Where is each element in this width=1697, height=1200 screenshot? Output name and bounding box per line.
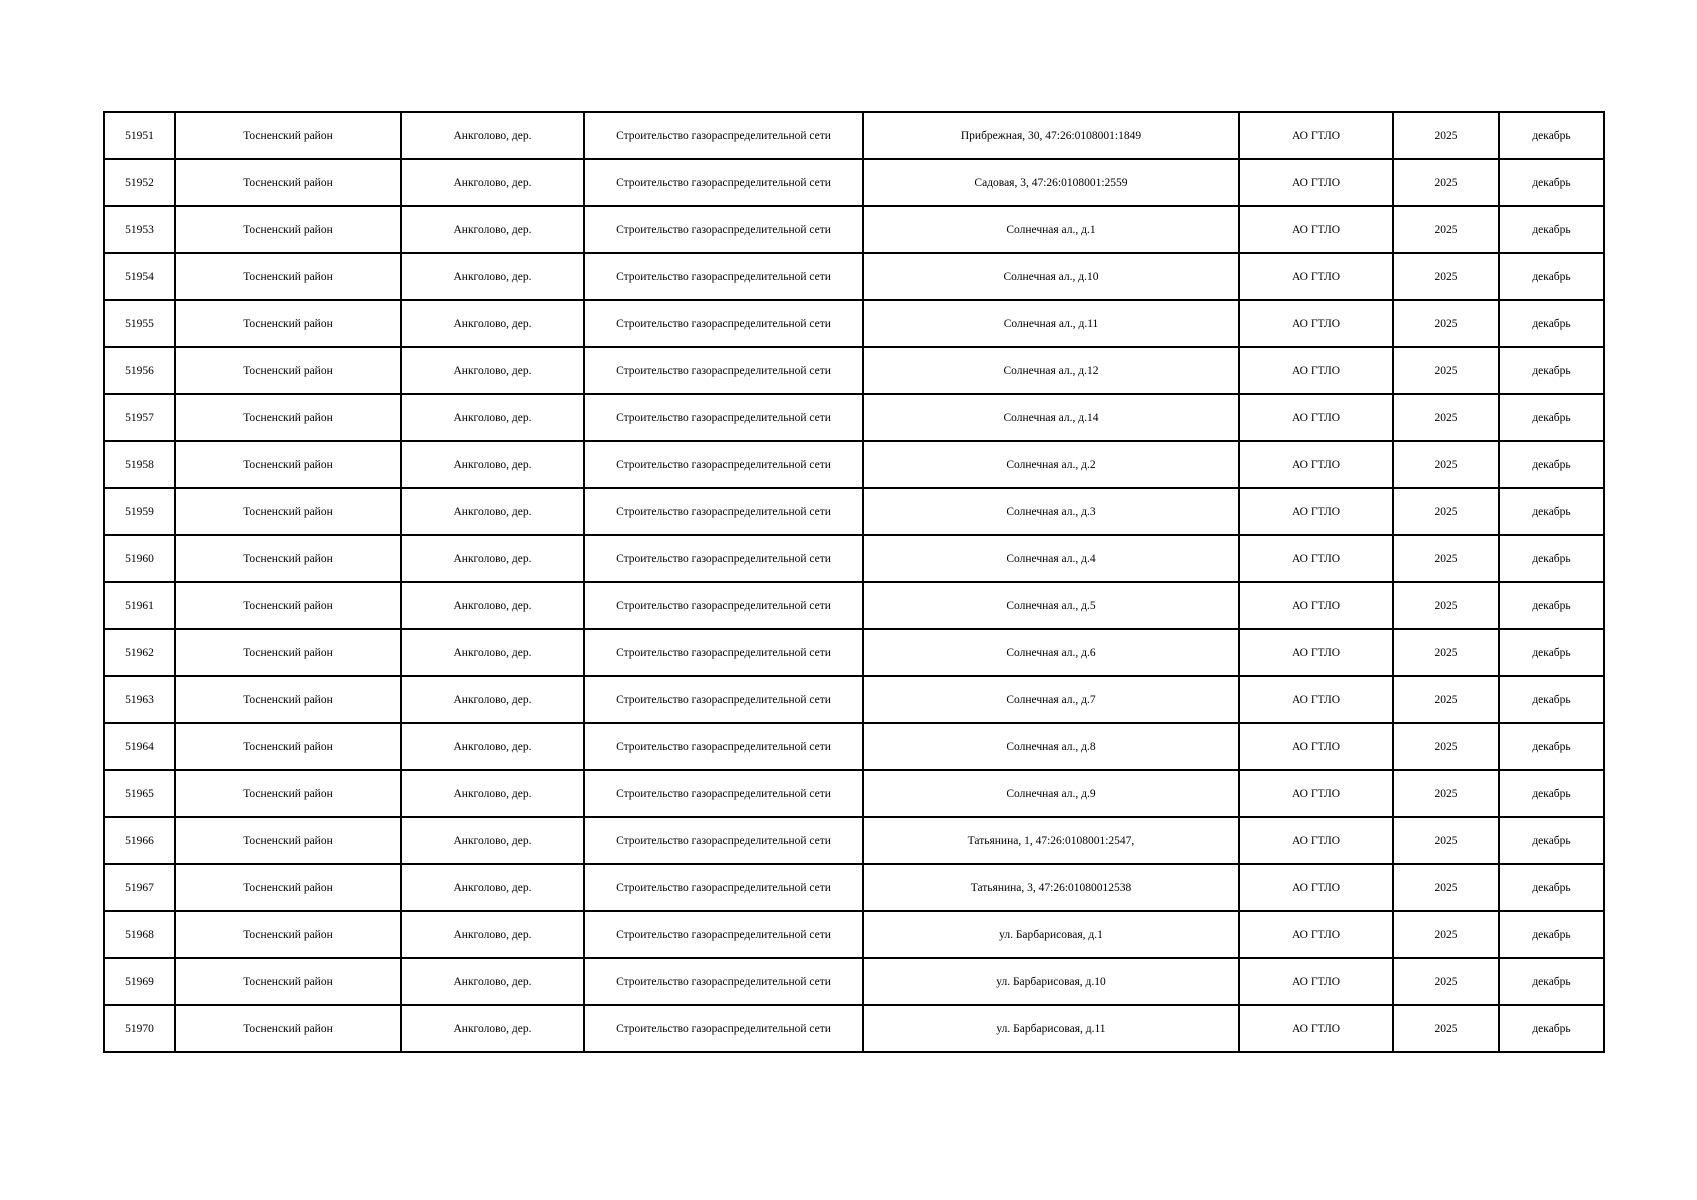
district-cell: Тосненский район bbox=[175, 817, 401, 864]
address-cell: Солнечная ал., д.1 bbox=[863, 206, 1239, 253]
table-row bbox=[104, 159, 1604, 206]
organization-cell: АО ГТЛО bbox=[1239, 582, 1393, 629]
work-type-cell: Строительство газораспределительной сети bbox=[584, 676, 863, 723]
month-cell: декабрь bbox=[1499, 394, 1604, 441]
address-cell: Солнечная ал., д.2 bbox=[863, 441, 1239, 488]
address-cell: Татьянина, 3, 47:26:01080012538 bbox=[863, 864, 1239, 911]
settlement-cell: Анкголово, дер. bbox=[401, 441, 584, 488]
organization-cell: АО ГТЛО bbox=[1239, 488, 1393, 535]
organization-cell: АО ГТЛО bbox=[1239, 535, 1393, 582]
record-number-cell: 51966 bbox=[104, 817, 175, 864]
district-cell: Тосненский район bbox=[175, 676, 401, 723]
work-type-cell: Строительство газораспределительной сети bbox=[584, 300, 863, 347]
month-cell: декабрь bbox=[1499, 1005, 1604, 1052]
work-type-cell: Строительство газораспределительной сети bbox=[584, 1005, 863, 1052]
table-row bbox=[104, 441, 1604, 488]
settlement-cell: Анкголово, дер. bbox=[401, 159, 584, 206]
settlement-cell: Анкголово, дер. bbox=[401, 535, 584, 582]
month-cell: декабрь bbox=[1499, 770, 1604, 817]
record-number-cell: 51958 bbox=[104, 441, 175, 488]
table-row bbox=[104, 582, 1604, 629]
month-cell: декабрь bbox=[1499, 206, 1604, 253]
district-cell: Тосненский район bbox=[175, 911, 401, 958]
organization-cell: АО ГТЛО bbox=[1239, 347, 1393, 394]
work-type-cell: Строительство газораспределительной сети bbox=[584, 958, 863, 1005]
year-cell: 2025 bbox=[1393, 112, 1499, 159]
settlement-cell: Анкголово, дер. bbox=[401, 394, 584, 441]
table-row bbox=[104, 958, 1604, 1005]
record-number-cell: 51953 bbox=[104, 206, 175, 253]
organization-cell: АО ГТЛО bbox=[1239, 958, 1393, 1005]
table-body bbox=[104, 112, 1604, 1052]
month-cell: декабрь bbox=[1499, 535, 1604, 582]
organization-cell: АО ГТЛО bbox=[1239, 300, 1393, 347]
year-cell: 2025 bbox=[1393, 441, 1499, 488]
table-row bbox=[104, 864, 1604, 911]
year-cell: 2025 bbox=[1393, 582, 1499, 629]
work-type-cell: Строительство газораспределительной сети bbox=[584, 582, 863, 629]
district-cell: Тосненский район bbox=[175, 958, 401, 1005]
year-cell: 2025 bbox=[1393, 770, 1499, 817]
work-type-cell: Строительство газораспределительной сети bbox=[584, 159, 863, 206]
address-cell: ул. Барбарисовая, д.11 bbox=[863, 1005, 1239, 1052]
record-number-cell: 51959 bbox=[104, 488, 175, 535]
organization-cell: АО ГТЛО bbox=[1239, 770, 1393, 817]
settlement-cell: Анкголово, дер. bbox=[401, 347, 584, 394]
table-row bbox=[104, 394, 1604, 441]
settlement-cell: Анкголово, дер. bbox=[401, 629, 584, 676]
address-cell: Солнечная ал., д.7 bbox=[863, 676, 1239, 723]
address-cell: ул. Барбарисовая, д.1 bbox=[863, 911, 1239, 958]
settlement-cell: Анкголово, дер. bbox=[401, 864, 584, 911]
year-cell: 2025 bbox=[1393, 676, 1499, 723]
district-cell: Тосненский район bbox=[175, 159, 401, 206]
settlement-cell: Анкголово, дер. bbox=[401, 911, 584, 958]
table-row bbox=[104, 770, 1604, 817]
table-row bbox=[104, 206, 1604, 253]
work-type-cell: Строительство газораспределительной сети bbox=[584, 112, 863, 159]
table-row bbox=[104, 911, 1604, 958]
month-cell: декабрь bbox=[1499, 676, 1604, 723]
work-type-cell: Строительство газораспределительной сети bbox=[584, 488, 863, 535]
district-cell: Тосненский район bbox=[175, 629, 401, 676]
address-cell: Солнечная ал., д.8 bbox=[863, 723, 1239, 770]
organization-cell: АО ГТЛО bbox=[1239, 112, 1393, 159]
organization-cell: АО ГТЛО bbox=[1239, 676, 1393, 723]
work-type-cell: Строительство газораспределительной сети bbox=[584, 253, 863, 300]
record-number-cell: 51965 bbox=[104, 770, 175, 817]
address-cell: Солнечная ал., д.14 bbox=[863, 394, 1239, 441]
month-cell: декабрь bbox=[1499, 723, 1604, 770]
table-row bbox=[104, 817, 1604, 864]
month-cell: декабрь bbox=[1499, 488, 1604, 535]
year-cell: 2025 bbox=[1393, 958, 1499, 1005]
settlement-cell: Анкголово, дер. bbox=[401, 723, 584, 770]
address-cell: Татьянина, 1, 47:26:0108001:2547, bbox=[863, 817, 1239, 864]
year-cell: 2025 bbox=[1393, 864, 1499, 911]
month-cell: декабрь bbox=[1499, 958, 1604, 1005]
month-cell: декабрь bbox=[1499, 629, 1604, 676]
address-cell: Солнечная ал., д.6 bbox=[863, 629, 1239, 676]
month-cell: декабрь bbox=[1499, 112, 1604, 159]
settlement-cell: Анкголово, дер. bbox=[401, 206, 584, 253]
record-number-cell: 51967 bbox=[104, 864, 175, 911]
table-row bbox=[104, 629, 1604, 676]
month-cell: декабрь bbox=[1499, 911, 1604, 958]
settlement-cell: Анкголово, дер. bbox=[401, 817, 584, 864]
table-row bbox=[104, 347, 1604, 394]
record-number-cell: 51951 bbox=[104, 112, 175, 159]
work-type-cell: Строительство газораспределительной сети bbox=[584, 394, 863, 441]
year-cell: 2025 bbox=[1393, 1005, 1499, 1052]
year-cell: 2025 bbox=[1393, 347, 1499, 394]
district-cell: Тосненский район bbox=[175, 253, 401, 300]
organization-cell: АО ГТЛО bbox=[1239, 817, 1393, 864]
address-cell: Солнечная ал., д.9 bbox=[863, 770, 1239, 817]
table-row bbox=[104, 723, 1604, 770]
year-cell: 2025 bbox=[1393, 206, 1499, 253]
record-number-cell: 51969 bbox=[104, 958, 175, 1005]
district-cell: Тосненский район bbox=[175, 488, 401, 535]
work-type-cell: Строительство газораспределительной сети bbox=[584, 441, 863, 488]
organization-cell: АО ГТЛО bbox=[1239, 159, 1393, 206]
month-cell: декабрь bbox=[1499, 347, 1604, 394]
record-number-cell: 51960 bbox=[104, 535, 175, 582]
settlement-cell: Анкголово, дер. bbox=[401, 1005, 584, 1052]
work-type-cell: Строительство газораспределительной сети bbox=[584, 723, 863, 770]
gasification-schedule-table bbox=[103, 111, 1605, 1053]
settlement-cell: Анкголово, дер. bbox=[401, 112, 584, 159]
organization-cell: АО ГТЛО bbox=[1239, 1005, 1393, 1052]
year-cell: 2025 bbox=[1393, 488, 1499, 535]
record-number-cell: 51968 bbox=[104, 911, 175, 958]
table-row bbox=[104, 112, 1604, 159]
address-cell: Солнечная ал., д.11 bbox=[863, 300, 1239, 347]
settlement-cell: Анкголово, дер. bbox=[401, 582, 584, 629]
year-cell: 2025 bbox=[1393, 394, 1499, 441]
record-number-cell: 51955 bbox=[104, 300, 175, 347]
month-cell: декабрь bbox=[1499, 441, 1604, 488]
month-cell: декабрь bbox=[1499, 159, 1604, 206]
year-cell: 2025 bbox=[1393, 535, 1499, 582]
organization-cell: АО ГТЛО bbox=[1239, 206, 1393, 253]
district-cell: Тосненский район bbox=[175, 864, 401, 911]
month-cell: декабрь bbox=[1499, 864, 1604, 911]
settlement-cell: Анкголово, дер. bbox=[401, 958, 584, 1005]
address-cell: Садовая, 3, 47:26:0108001:2559 bbox=[863, 159, 1239, 206]
year-cell: 2025 bbox=[1393, 159, 1499, 206]
record-number-cell: 51952 bbox=[104, 159, 175, 206]
district-cell: Тосненский район bbox=[175, 300, 401, 347]
year-cell: 2025 bbox=[1393, 253, 1499, 300]
table-row bbox=[104, 300, 1604, 347]
district-cell: Тосненский район bbox=[175, 112, 401, 159]
table-row bbox=[104, 253, 1604, 300]
organization-cell: АО ГТЛО bbox=[1239, 723, 1393, 770]
table-row bbox=[104, 676, 1604, 723]
district-cell: Тосненский район bbox=[175, 347, 401, 394]
work-type-cell: Строительство газораспределительной сети bbox=[584, 911, 863, 958]
month-cell: декабрь bbox=[1499, 253, 1604, 300]
work-type-cell: Строительство газораспределительной сети bbox=[584, 535, 863, 582]
district-cell: Тосненский район bbox=[175, 206, 401, 253]
record-number-cell: 51957 bbox=[104, 394, 175, 441]
year-cell: 2025 bbox=[1393, 723, 1499, 770]
record-number-cell: 51954 bbox=[104, 253, 175, 300]
record-number-cell: 51964 bbox=[104, 723, 175, 770]
table-row bbox=[104, 488, 1604, 535]
address-cell: Солнечная ал., д.4 bbox=[863, 535, 1239, 582]
work-type-cell: Строительство газораспределительной сети bbox=[584, 629, 863, 676]
settlement-cell: Анкголово, дер. bbox=[401, 770, 584, 817]
record-number-cell: 51961 bbox=[104, 582, 175, 629]
district-cell: Тосненский район bbox=[175, 723, 401, 770]
organization-cell: АО ГТЛО bbox=[1239, 394, 1393, 441]
district-cell: Тосненский район bbox=[175, 770, 401, 817]
year-cell: 2025 bbox=[1393, 817, 1499, 864]
address-cell: Солнечная ал., д.12 bbox=[863, 347, 1239, 394]
year-cell: 2025 bbox=[1393, 911, 1499, 958]
address-cell: Солнечная ал., д.3 bbox=[863, 488, 1239, 535]
organization-cell: АО ГТЛО bbox=[1239, 253, 1393, 300]
settlement-cell: Анкголово, дер. bbox=[401, 300, 584, 347]
address-cell: Солнечная ал., д.10 bbox=[863, 253, 1239, 300]
district-cell: Тосненский район bbox=[175, 582, 401, 629]
table-row bbox=[104, 1005, 1604, 1052]
record-number-cell: 51963 bbox=[104, 676, 175, 723]
address-cell: ул. Барбарисовая, д.10 bbox=[863, 958, 1239, 1005]
work-type-cell: Строительство газораспределительной сети bbox=[584, 347, 863, 394]
year-cell: 2025 bbox=[1393, 629, 1499, 676]
record-number-cell: 51970 bbox=[104, 1005, 175, 1052]
table-row bbox=[104, 535, 1604, 582]
month-cell: декабрь bbox=[1499, 817, 1604, 864]
organization-cell: АО ГТЛО bbox=[1239, 864, 1393, 911]
work-type-cell: Строительство газораспределительной сети bbox=[584, 817, 863, 864]
organization-cell: АО ГТЛО bbox=[1239, 441, 1393, 488]
district-cell: Тосненский район bbox=[175, 394, 401, 441]
work-type-cell: Строительство газораспределительной сети bbox=[584, 770, 863, 817]
record-number-cell: 51956 bbox=[104, 347, 175, 394]
district-cell: Тосненский район bbox=[175, 1005, 401, 1052]
work-type-cell: Строительство газораспределительной сети bbox=[584, 864, 863, 911]
address-cell: Солнечная ал., д.5 bbox=[863, 582, 1239, 629]
address-cell: Прибрежная, 30, 47:26:0108001:1849 bbox=[863, 112, 1239, 159]
settlement-cell: Анкголово, дер. bbox=[401, 488, 584, 535]
district-cell: Тосненский район bbox=[175, 535, 401, 582]
year-cell: 2025 bbox=[1393, 300, 1499, 347]
work-type-cell: Строительство газораспределительной сети bbox=[584, 206, 863, 253]
settlement-cell: Анкголово, дер. bbox=[401, 676, 584, 723]
month-cell: декабрь bbox=[1499, 582, 1604, 629]
settlement-cell: Анкголово, дер. bbox=[401, 253, 584, 300]
organization-cell: АО ГТЛО bbox=[1239, 911, 1393, 958]
month-cell: декабрь bbox=[1499, 300, 1604, 347]
district-cell: Тосненский район bbox=[175, 441, 401, 488]
record-number-cell: 51962 bbox=[104, 629, 175, 676]
organization-cell: АО ГТЛО bbox=[1239, 629, 1393, 676]
